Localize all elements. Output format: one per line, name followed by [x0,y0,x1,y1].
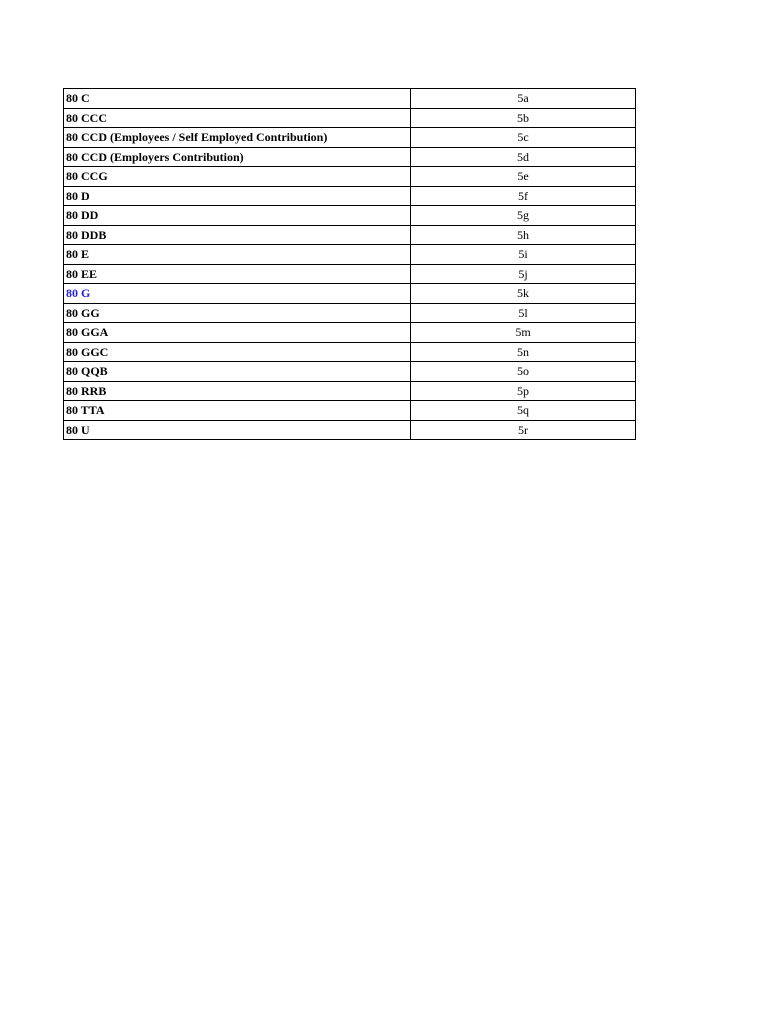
table-row [64,342,636,362]
reference-cell: 5g [411,206,636,226]
table-row [64,284,636,304]
reference-cell: 5m [411,323,636,343]
section-cell: 80 CCD (Employers Contribution) [64,147,411,167]
section-cell: 80 RRB [64,381,411,401]
reference-cell: 5l [411,303,636,323]
table-row [64,225,636,245]
table-row [64,401,636,421]
table-row [64,89,636,109]
table-row [64,303,636,323]
section-cell: 80 U [64,420,411,440]
table-row [64,381,636,401]
section-cell: 80 CCG [64,167,411,187]
section-cell: 80 TTA [64,401,411,421]
section-cell: 80 QQB [64,362,411,382]
reference-cell: 5o [411,362,636,382]
table-row [64,362,636,382]
reference-cell: 5k [411,284,636,304]
section-cell: 80 GGA [64,323,411,343]
reference-cell: 5b [411,108,636,128]
section-cell: 80 GG [64,303,411,323]
section-cell: 80 CCD (Employees / Self Employed Contribution) [64,128,411,148]
section-cell: 80 GGC [64,342,411,362]
reference-cell: 5c [411,128,636,148]
reference-cell: 5j [411,264,636,284]
reference-cell: 5h [411,225,636,245]
reference-cell: 5r [411,420,636,440]
reference-cell: 5i [411,245,636,265]
section-cell: 80 CCC [64,108,411,128]
reference-cell: 5q [411,401,636,421]
section-cell: 80 E [64,245,411,265]
reference-cell: 5d [411,147,636,167]
table-row [64,264,636,284]
table-row [64,128,636,148]
section-cell: 80 EE [64,264,411,284]
table-row [64,323,636,343]
table-body [64,89,636,440]
reference-cell: 5f [411,186,636,206]
reference-cell: 5e [411,167,636,187]
table-row [64,108,636,128]
section-link[interactable]: 80 G [64,284,411,304]
table-row [64,206,636,226]
section-cell: 80 C [64,89,411,109]
table-row [64,167,636,187]
section-cell: 80 DD [64,206,411,226]
table-row [64,420,636,440]
reference-cell: 5p [411,381,636,401]
section-cell: 80 D [64,186,411,206]
deduction-sections-table [63,88,636,440]
section-cell: 80 DDB [64,225,411,245]
table-row [64,245,636,265]
table-row [64,147,636,167]
reference-cell: 5n [411,342,636,362]
table-row [64,186,636,206]
reference-cell: 5a [411,89,636,109]
